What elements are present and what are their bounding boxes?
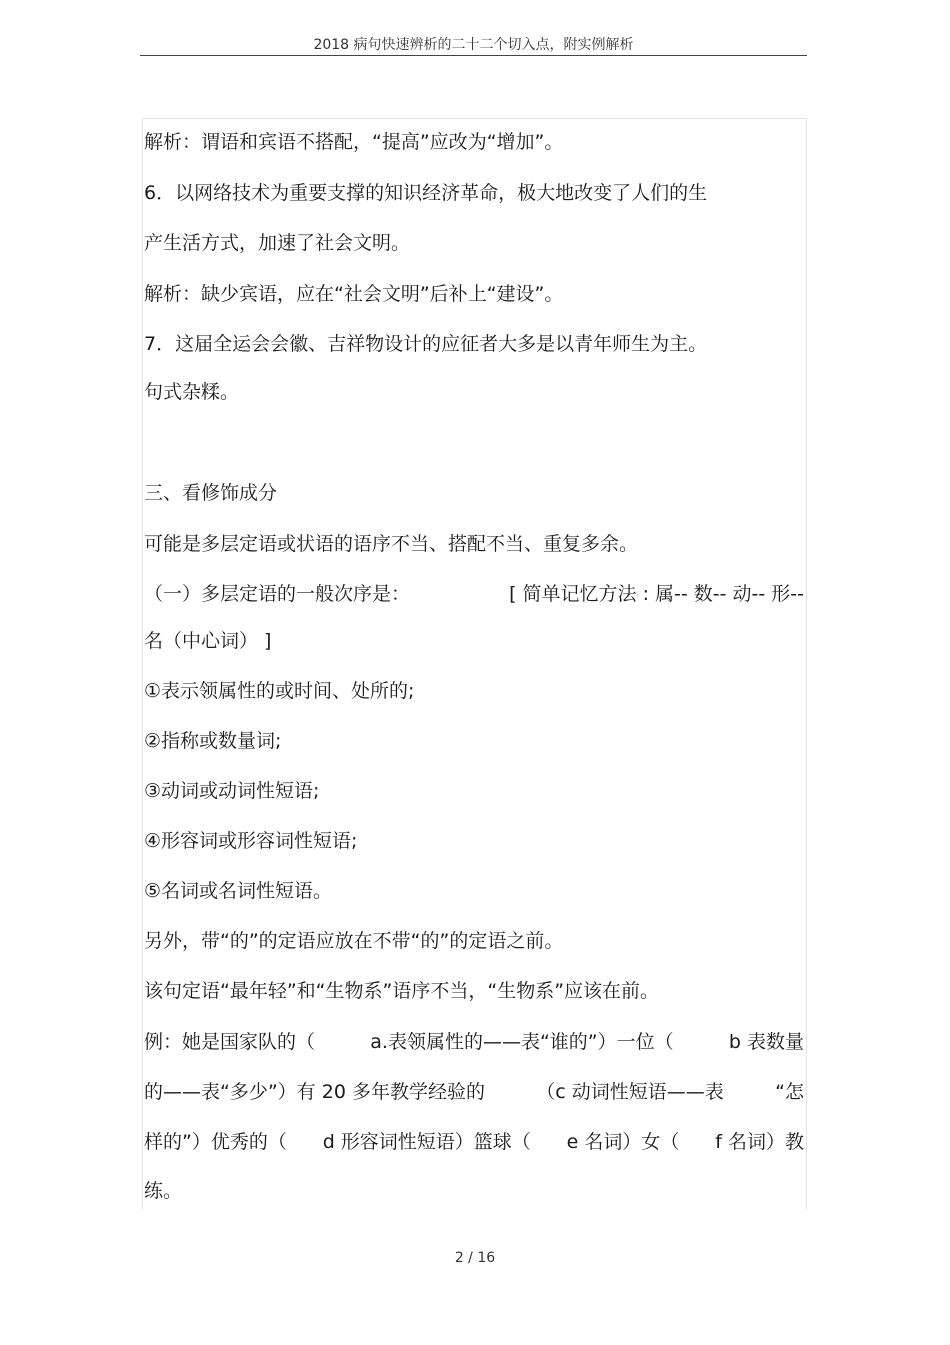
analysis-line-4: 该句定语“最年轻”和“生物系”语序不当，“生物系”应该在前。 — [144, 980, 660, 1002]
analysis-line-3: 句式杂糅。 — [144, 381, 240, 403]
example-line-3-part-a: 样的”）优秀的（ — [144, 1131, 287, 1153]
example-6-line-1: 6．以网络技术为重要支撑的知识经济革命，极大地改变了人们的生 — [144, 182, 708, 204]
rule-line-1-right: [ 简单记忆方法 : 属-- 数-- 动-- 形-- — [509, 583, 804, 605]
header-divider — [140, 55, 807, 56]
rule-line-2: 名（中心词） ] — [144, 630, 272, 652]
example-line-2-part-a: 的——表“多少”）有 20 多年教学经验的 — [144, 1081, 485, 1103]
analysis-line-2: 解析：缺少宾语，应在“社会文明”后补上“建设”。 — [144, 283, 564, 305]
analysis-line-1: 解析：谓语和宾语不搭配，“提高”应改为“增加”。 — [144, 131, 564, 153]
order-item-4: ④形容词或形容词性短语; — [144, 830, 358, 852]
example-line-3-part-b: d 形容词性短语）篮球（ — [322, 1131, 531, 1153]
example-line-3 — [144, 1130, 804, 1154]
rule-line-1-left: （一）多层定语的一般次序是： — [144, 583, 411, 605]
order-item-2: ②指称或数量词; — [144, 730, 282, 752]
example-line-1-part-a: 例：她是国家队的（ — [144, 1031, 316, 1053]
document-header-title: 2018 病句快速辨析的二十二个切入点，附实例解析 — [313, 37, 634, 53]
note-line: 另外，带“的”的定语应放在不带“的”的定语之前。 — [144, 930, 564, 952]
example-line-1 — [144, 1030, 804, 1054]
example-line-2-part-b: （c 动词性短语——表 — [536, 1081, 724, 1103]
example-6-line-2: 产生活方式，加速了社会文明。 — [144, 232, 411, 254]
order-item-1: ①表示领属性的或时间、处所的; — [144, 680, 415, 702]
order-item-5: ⑤名词或名词性短语。 — [144, 880, 333, 902]
section-intro: 可能是多层定语或状语的语序不当、搭配不当、重复多余。 — [144, 533, 639, 555]
example-line-1-part-c: b 表数量 — [728, 1031, 804, 1053]
section-heading: 三、看修饰成分 — [144, 482, 278, 504]
rule-line-1 — [144, 582, 804, 606]
example-line-3-part-c: e 名词）女（ — [566, 1131, 680, 1153]
example-line-2 — [144, 1080, 804, 1104]
example-line-3-part-d: f 名词）教 — [715, 1131, 804, 1153]
example-line-4: 练。 — [144, 1180, 183, 1202]
page-number: 2 / 16 — [454, 1250, 496, 1266]
example-line-1-part-b: a.表领属性的——表“谁的”）一位（ — [370, 1031, 674, 1053]
example-line-2-part-c: “怎 — [775, 1081, 804, 1103]
example-7-line: 7．这届全运会会徽、吉祥物设计的应征者大多是以青年师生为主。 — [144, 333, 708, 355]
order-item-3: ③动词或动词性短语; — [144, 780, 320, 802]
